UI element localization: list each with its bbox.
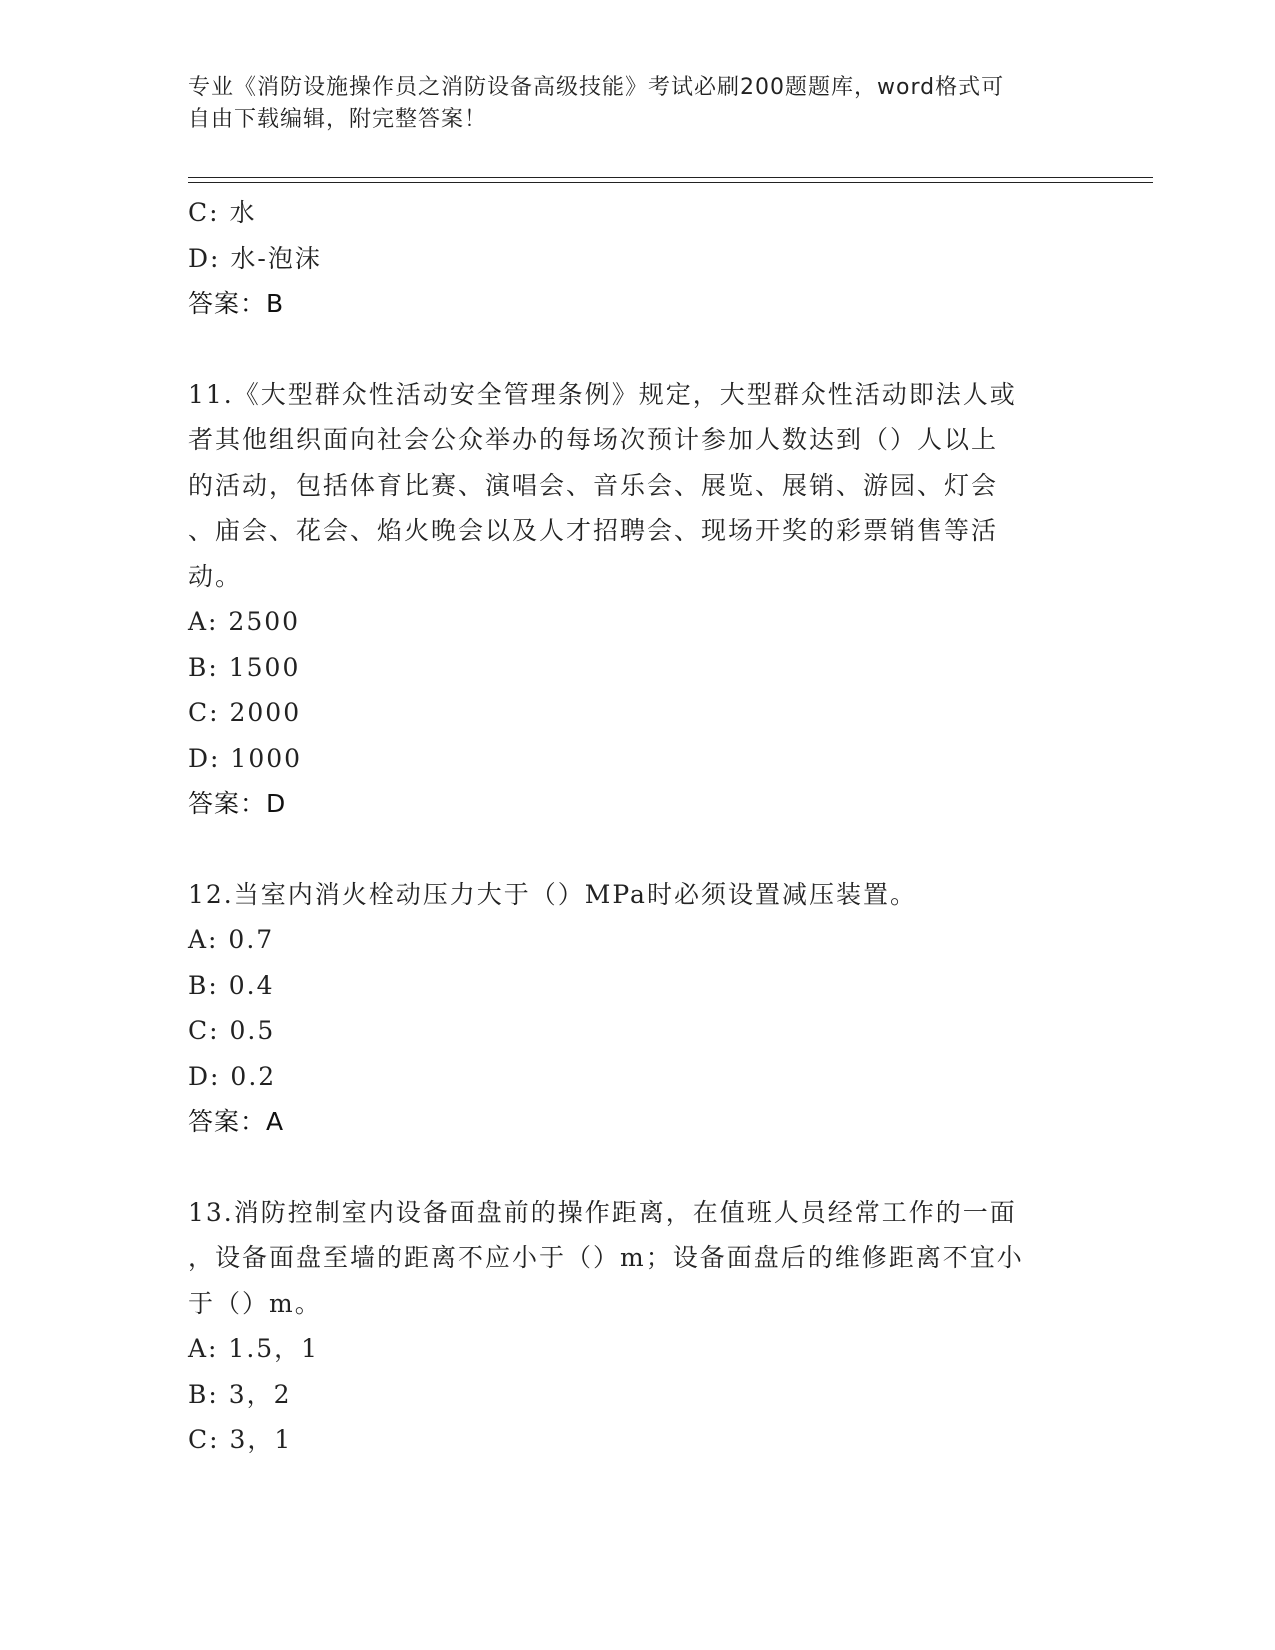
option-a: A: 2500 (188, 607, 301, 636)
option-c: C: 水 (188, 198, 257, 227)
answer-line: 答案：B (188, 289, 285, 318)
option-d: D: 水-泡沫 (188, 243, 322, 273)
question-stem-line: 的活动，包括体育比赛、演唱会、音乐会、展览、展销、游园、灯会 (188, 470, 999, 500)
option-c: C: 0.5 (188, 1016, 276, 1045)
answer-line: 答案：A (188, 1107, 285, 1136)
document-body (188, 190, 1088, 1463)
option-d: D: 0.2 (188, 1061, 277, 1091)
question-10-tail (188, 190, 1088, 327)
header-rule-bottom (188, 182, 1153, 183)
document-header (188, 72, 1088, 136)
question-stem-line: 13.消防控制室内设备面盘前的操作距离，在值班人员经常工作的一面 (188, 1197, 1017, 1227)
question-13 (188, 1190, 1088, 1463)
question-stem-line: 于（）m。 (188, 1288, 322, 1318)
option-b: B: 1500 (188, 652, 301, 682)
question-12 (188, 872, 1088, 1145)
spacer (188, 1145, 1088, 1190)
question-11 (188, 372, 1088, 827)
question-stem-line: 动。 (188, 561, 243, 591)
option-c: C: 2000 (188, 698, 302, 727)
spacer (188, 827, 1088, 872)
question-stem-line: 12.当室内消火栓动压力大于（）MPa时必须设置减压装置。 (188, 879, 917, 909)
header-line-2: 自由下载编辑，附完整答案！ (188, 107, 488, 132)
option-a: A: 1.5，1 (188, 1334, 320, 1363)
question-stem-line: ，设备面盘至墙的距离不应小于（）m；设备面盘后的维修距离不宜小 (188, 1243, 1024, 1272)
option-a: A: 0.7 (188, 925, 275, 954)
question-stem-line: 、庙会、花会、焰火晚会以及人才招聘会、现场开奖的彩票销售等活 (188, 516, 999, 545)
question-stem-line: 11.《大型群众性活动安全管理条例》规定，大型群众性活动即法人或 (188, 379, 1017, 409)
spacer (188, 327, 1088, 372)
header-line-1: 专业《消防设施操作员之消防设备高级技能》考试必刷200题题库，word格式可 (188, 75, 1005, 100)
option-d: D: 1000 (188, 743, 303, 773)
question-stem-line: 者其他组织面向社会公众举办的每场次预计参加人数达到（）人以上 (188, 425, 999, 454)
option-c: C: 3，1 (188, 1425, 293, 1454)
header-rule-top (188, 177, 1153, 178)
answer-line: 答案：D (188, 789, 287, 818)
option-b: B: 0.4 (188, 970, 275, 1000)
option-b: B: 3，2 (188, 1379, 292, 1409)
